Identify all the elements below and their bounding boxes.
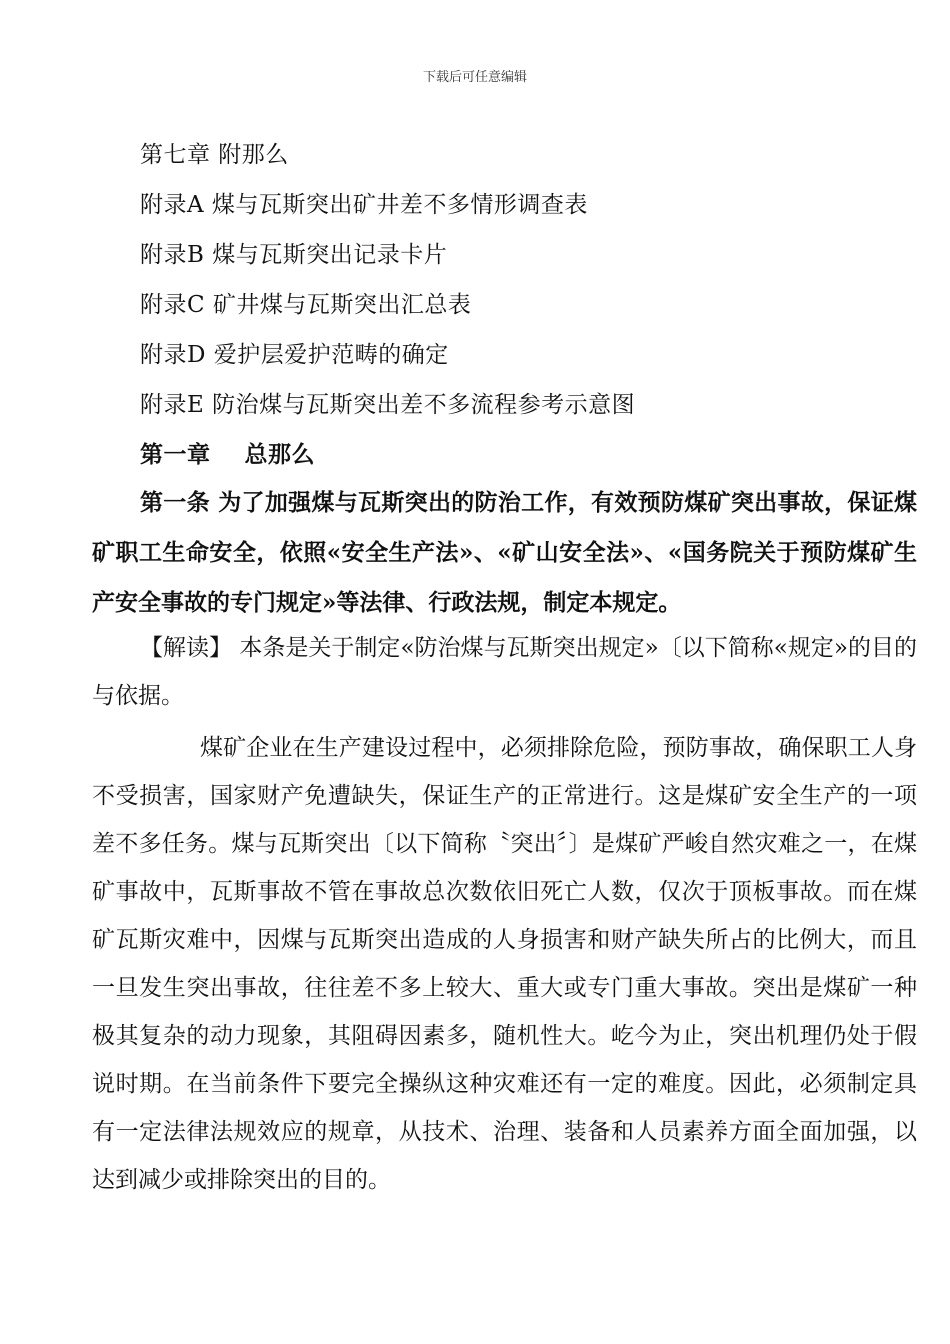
interpretation-body: 煤矿企业在生产建设过程中，必须排除危险，预防事故，确保职工人身不受损害，国家财产免遭缺失，保证生产的正常进行。这是煤矿安全生产的一项差不多任务。煤与瓦斯突出〔以下简称〝突出〞〕是煤矿严峻自然灾难之一，在煤矿事故中，瓦斯事故不管在事故总次数依旧死亡人数，仅次于顶板事故。而在煤矿瓦斯灾难中，因煤与瓦斯突出造成的人身损害和财产缺失所占的比例大，而且一旦发生突出事故，往往差不多上较大、重大或专门重大事故。突出是煤矿一种极其复杂的动力现象，其阻碍因素多，随机性大。屹今为止，突出机理仍处于假说时期。在当前条件下要完全操纵这种灾难还有一定的难度。因此，必须制定具有一定法律法规效应的规章，从技术、治理、装备和人员素养方面全面加强，以达到减少或排除突出的目的。 [92, 735, 917, 1193]
article1 [92, 478, 917, 628]
article1-text: 第一条 为了加强煤与瓦斯突出的防治工作，有效预防煤矿突出事故，保证煤矿职工生命安全，依照«安全生产法»、«矿山安全法»、«国务院关于预防煤矿生产安全事故的专门规定»等法律、行政法规，制定本规定。 [92, 489, 917, 616]
toc-appendix-b: 附录B 煤与瓦斯突出记录卡片 [140, 242, 448, 268]
toc-appendix-e: 附录E 防治煤与瓦斯突出差不多流程参考示意图 [140, 392, 636, 418]
toc-appendix-a: 附录A 煤与瓦斯突出矿井差不多情形调查表 [140, 192, 588, 218]
interpretation-intro: 【解读】 本条是关于制定«防治煤与瓦斯突出规定»〔以下简称«规定»的目的与依据。 [92, 635, 917, 709]
interpretation [92, 624, 917, 720]
toc-appendix-d: 附录D 爱护层爱护范畴的确定 [140, 342, 449, 368]
toc-chapter7: 第七章 附那么 [140, 142, 289, 168]
page-header-note: 下载后可任意编辑 [422, 70, 527, 85]
chapter1-title: 第一章 总那么 [140, 441, 316, 468]
toc-appendix-c: 附录C 矿井煤与瓦斯突出汇总表 [140, 292, 472, 318]
interpretation-body-block [92, 724, 917, 1204]
